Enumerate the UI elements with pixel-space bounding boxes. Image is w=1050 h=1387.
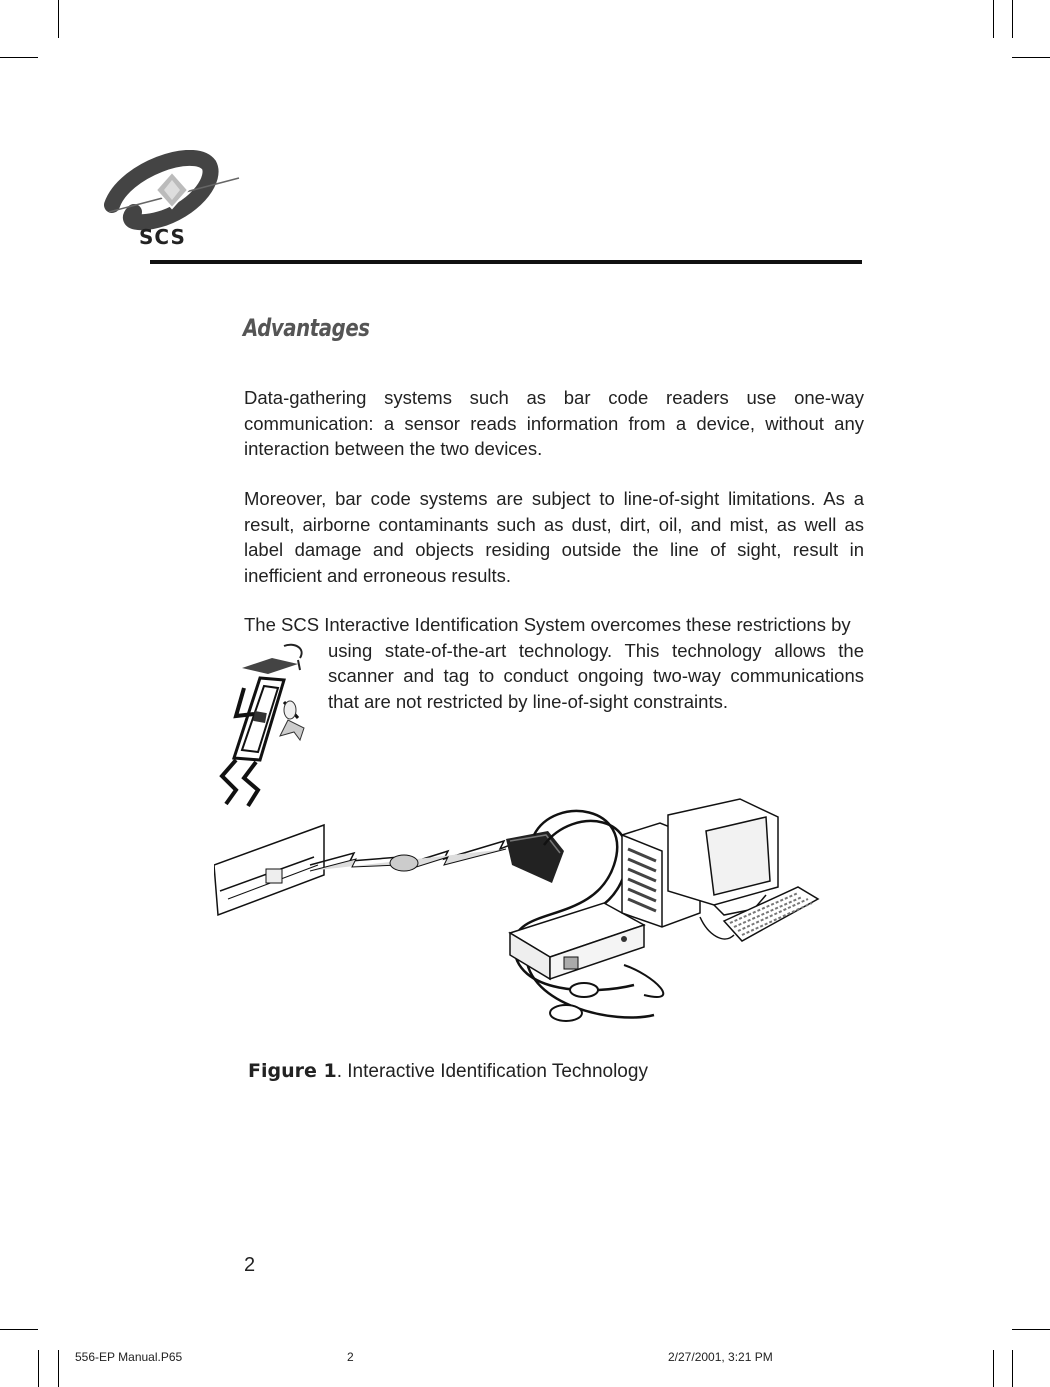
crop-mark <box>0 1329 38 1330</box>
crop-mark <box>1012 1329 1050 1330</box>
crop-mark <box>1012 1350 1013 1387</box>
crop-mark <box>58 1350 59 1387</box>
paragraph-1: Data-gathering systems such as bar code readers use one-way communication: a sensor reads information from a device, without any interaction between the two devices. <box>244 387 864 460</box>
crop-mark <box>58 0 59 38</box>
header-rule <box>150 260 862 264</box>
page-number: 2 <box>244 1254 256 1276</box>
crop-mark <box>0 57 38 58</box>
antenna-illustration <box>506 831 564 883</box>
crop-mark <box>1012 0 1013 38</box>
figure-caption <box>248 1060 648 1083</box>
tag-mascot-illustration <box>214 640 322 810</box>
footer-page: 2 <box>347 1350 354 1364</box>
section-heading: Advantages <box>243 314 370 342</box>
figure-label: Figure 1 <box>248 1060 337 1082</box>
footer-timestamp: 2/27/2001, 3:21 PM <box>668 1350 773 1364</box>
interactive-identification-figure <box>214 795 824 1030</box>
crop-mark <box>1012 57 1050 58</box>
paragraph-3-rest: using state-of-the-art technology. This technology allows the scanner and tag to conduct ongoing two-way communications that are not restricted by line-of-sight constraints. <box>328 639 864 713</box>
figure-caption-text: . Interactive Identification Technology <box>336 1061 648 1082</box>
crop-mark <box>993 1350 994 1387</box>
paragraph-3-first-line: The SCS Interactive Identification System overcomes these restrictions by <box>244 614 851 635</box>
paragraph-3 <box>244 612 864 715</box>
footer-file: 556-EP Manual.P65 <box>75 1350 183 1364</box>
logo-text: SCS <box>139 225 186 249</box>
rf-tag-illustration <box>214 825 324 915</box>
crop-mark <box>38 1350 39 1387</box>
scs-logo <box>104 150 244 250</box>
crop-mark <box>993 0 994 38</box>
paragraph-2: Moreover, bar code systems are subject to line-of-sight limitations. As a result, airborne contaminants such as dust, dirt, oil, and mist, as well as label damage and objects residing outside the line of sight, result in inefficient and erroneous results. <box>244 488 864 587</box>
